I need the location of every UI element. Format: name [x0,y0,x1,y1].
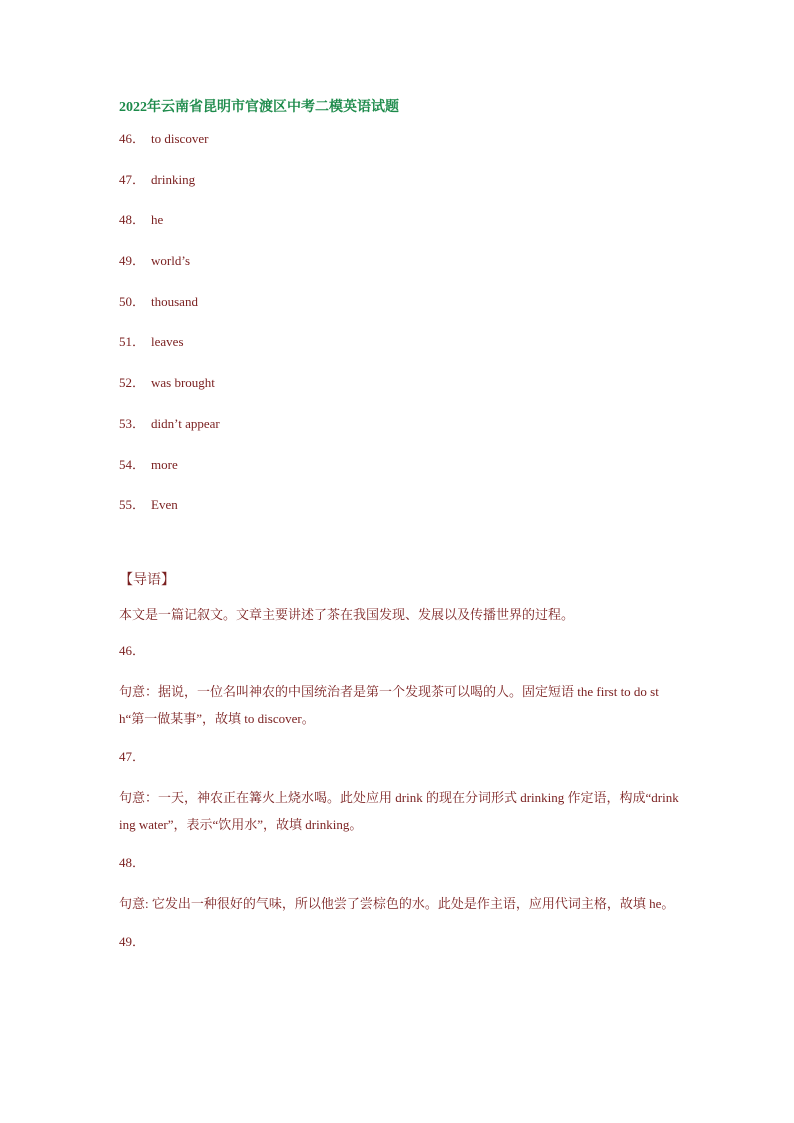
answer-number: 47． [119,171,146,187]
answer-item [119,130,220,171]
answer-item [119,333,220,374]
answer-item [119,496,220,537]
answer-item [119,374,220,415]
answer-text: thousand [151,293,198,309]
answer-item [119,252,220,293]
answer-number: 54． [119,456,146,472]
answer-number: 50． [119,293,146,309]
document-title: 2022年云南省昆明市官渡区中考二模英语试题 [119,100,399,115]
answer-text: Even [151,497,178,513]
answer-number: 48． [119,212,146,228]
answer-text: drinking [151,171,196,187]
guide-heading: 【导语】 [119,573,175,588]
answer-text: leaves [151,334,184,350]
question-number: 47． [119,749,146,764]
question-number: 46． [119,643,146,658]
answer-item [119,415,220,456]
answer-item [119,456,220,497]
question-number: 48． [119,855,146,870]
answer-list [119,130,220,537]
answer-text: to discover [151,131,209,146]
question-number: 49． [119,934,146,949]
answer-item [119,293,220,334]
answer-text: didn’t appear [151,415,220,431]
answer-text: more [151,456,178,472]
answer-text: he [151,212,164,228]
answer-item [119,171,220,212]
answer-text: was brought [151,375,215,391]
answer-text: world’s [151,253,191,269]
answer-number: 55． [119,497,146,513]
answer-number: 49． [119,253,146,269]
answer-number: 53． [119,415,146,431]
question-explanation: 句意：一天，神农正在篝火上烧水喝。此处应用 drink 的现在分词形式 drinking 作定语，构成“drinking water”，表示“饮用水”，故填 drinking。 [119,790,679,832]
answer-number: 46． [119,131,146,146]
explanation-section [119,572,679,969]
question-explanation: 句意：据说，一位名叫神农的中国统治者是第一个发现茶可以喝的人。固定短语 the first to do sth“第一做某事”，故填 to discover。 [119,684,659,726]
answer-item [119,211,220,252]
question-explanation: 句意: 它发出一种很好的气味，所以他尝了尝棕色的水。此处是作主语，应用代词主格，故填 he。 [119,896,675,911]
guide-summary: 本文是一篇记叙文。文章主要讲述了茶在我国发现、发展以及传播世界的过程。 [119,607,575,622]
answer-number: 52． [119,375,146,391]
answer-number: 51． [119,334,146,350]
